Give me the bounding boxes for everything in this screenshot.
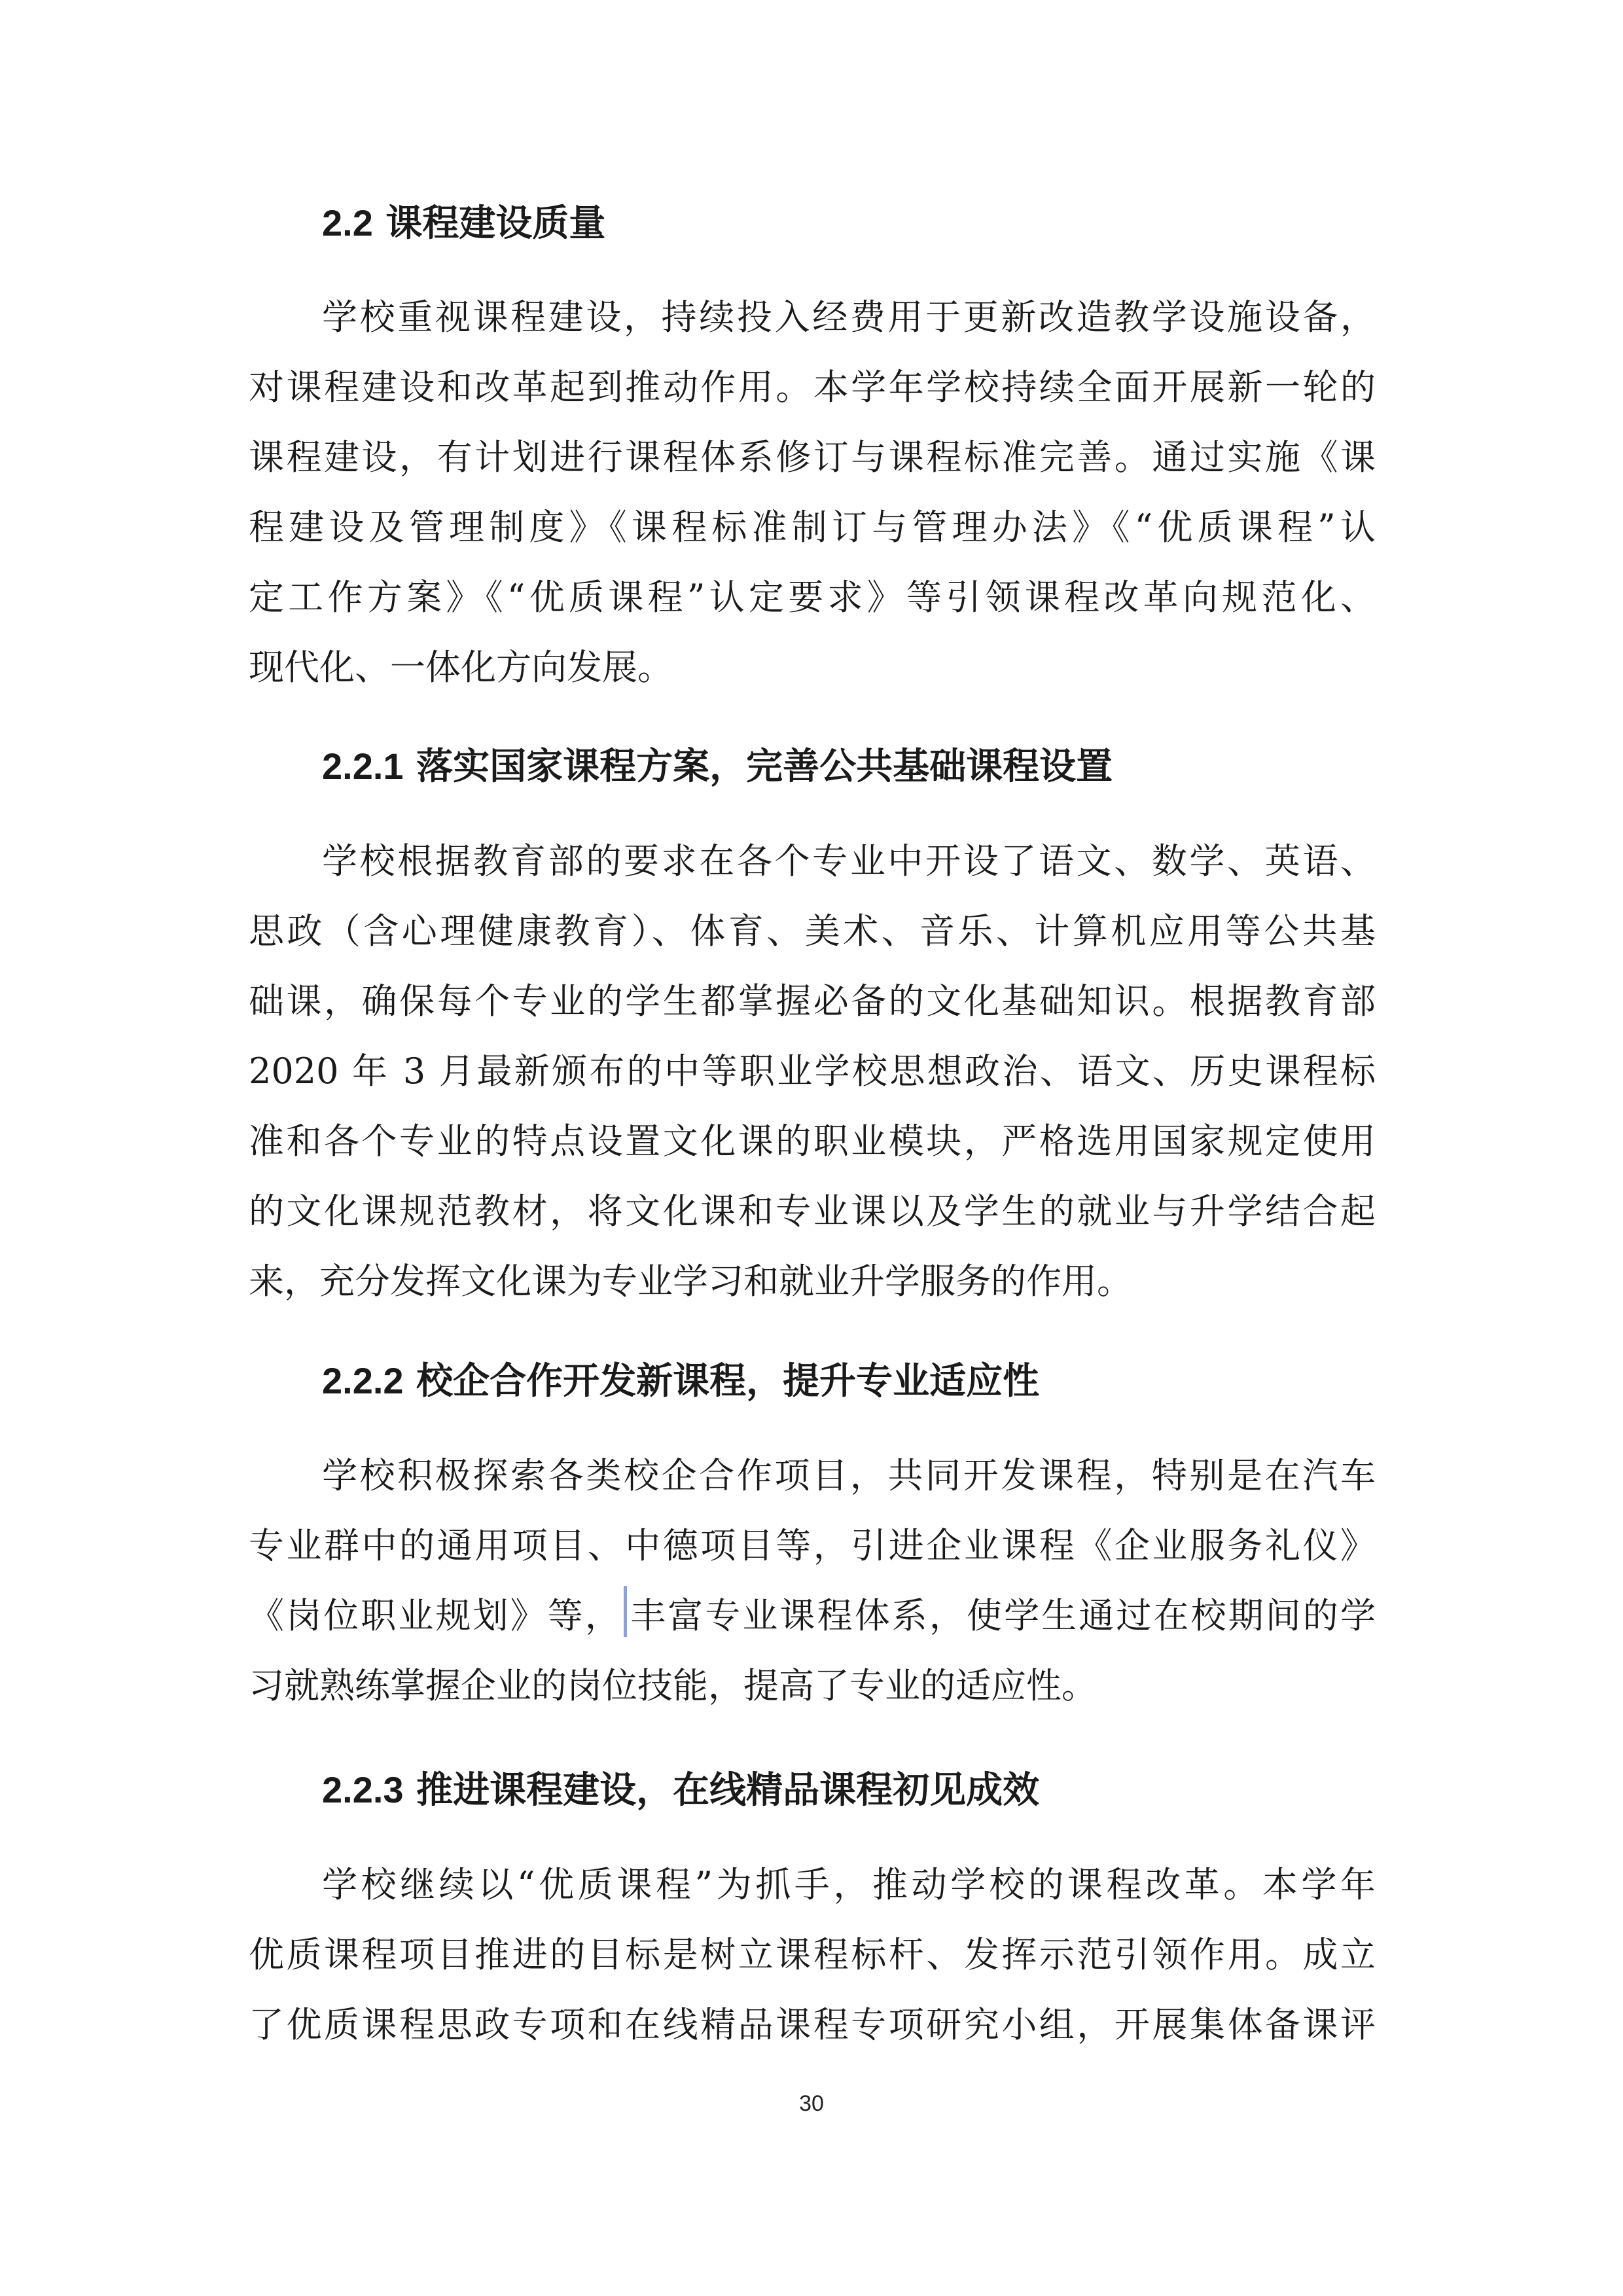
text-line: 习就熟练掌握企业的岗位技能，提高了专业的适应性。 — [249, 1665, 1097, 1706]
page-number: 30 — [799, 2091, 824, 2116]
text-line: 础课，确保每个专业的学生都掌握必备的文化基础知识。根据教育部 — [249, 980, 1376, 1022]
text-line: 程建设及管理制度》《课程标准制订与管理办法》《“优质课程”认 — [249, 507, 1376, 548]
text-segment: 《岗位职业规划》等， — [249, 1595, 622, 1636]
section-number: 2.2.1 — [322, 745, 404, 787]
text-cursor — [624, 1586, 627, 1637]
section-title: 校企合作开发新课程，提升专业适应性 — [416, 1360, 1040, 1403]
text-line-with-cursor[interactable] — [249, 1581, 1376, 1651]
section-title: 课程建设质量 — [385, 202, 606, 245]
text-line: 现代化、一体化方向发展。 — [249, 647, 673, 688]
text-line: 学校积极探索各类校企合作项目，共同开发课程，特别是在汽车 — [322, 1455, 1376, 1496]
section-heading-2-2-2 — [322, 1356, 1039, 1407]
section-title: 落实国家课程方案，完善公共基础课程设置 — [416, 745, 1113, 788]
paragraph-2-2 — [249, 282, 1376, 702]
section-number: 2.2.2 — [322, 1360, 404, 1401]
paragraph-2-2-3 — [249, 1850, 1376, 2060]
text-line: 的文化课规范教材，将文化课和专业课以及学生的就业与升学结合起 — [249, 1191, 1376, 1232]
section-number: 2.2.3 — [322, 1769, 404, 1810]
text-line: 思政（含心理健康教育）、体育、美术、音乐、计算机应用等公共基 — [249, 910, 1376, 952]
section-heading-2-2-1 — [322, 742, 1113, 792]
text-line: 2020 年 3 月最新颁布的中等职业学校思想政治、语文、历史课程标 — [249, 1050, 1376, 1092]
text-line: 对课程建设和改革起到推动作用。本学年学校持续全面开展新一轮的 — [249, 367, 1376, 408]
text-segment: 丰富专业课程体系，使学生通过在校期间的学 — [628, 1595, 1376, 1636]
text-line: 学校重视课程建设，持续投入经费用于更新改造教学设施设备， — [322, 296, 1376, 338]
text-line: 专业群中的通用项目、中德项目等，引进企业课程《企业服务礼仪》 — [249, 1525, 1376, 1566]
text-line: 准和各个专业的特点设置文化课的职业模块，严格选用国家规定使用 — [249, 1121, 1376, 1162]
paragraph-2-2-1 — [249, 826, 1376, 1316]
paragraph-2-2-2 — [249, 1441, 1376, 1721]
section-heading-2-2 — [322, 198, 605, 249]
section-title: 推进课程建设，在线精品课程初见成效 — [416, 1769, 1040, 1812]
text-line: 来，充分发挥文化课为专业学习和就业升学服务的作用。 — [249, 1261, 1132, 1302]
text-line: 优质课程项目推进的目标是树立课程标杆、发挥示范引领作用。成立 — [249, 1934, 1376, 1975]
text-line: 定工作方案》《“优质课程”认定要求》等引领课程改革向规范化、 — [249, 577, 1376, 618]
text-line: 课程建设，有计划进行课程体系修订与课程标准完善。通过实施《课 — [249, 437, 1376, 478]
text-line: 了优质课程思政专项和在线精品课程专项研究小组，开展集体备课评 — [249, 2004, 1376, 2045]
section-number: 2.2 — [322, 202, 373, 243]
section-heading-2-2-3 — [322, 1765, 1039, 1816]
text-line: 学校根据教育部的要求在各个专业中开设了语文、数学、英语、 — [322, 840, 1376, 882]
text-line: 学校继续以“优质课程”为抓手，推动学校的课程改革。本学年 — [322, 1864, 1376, 1905]
